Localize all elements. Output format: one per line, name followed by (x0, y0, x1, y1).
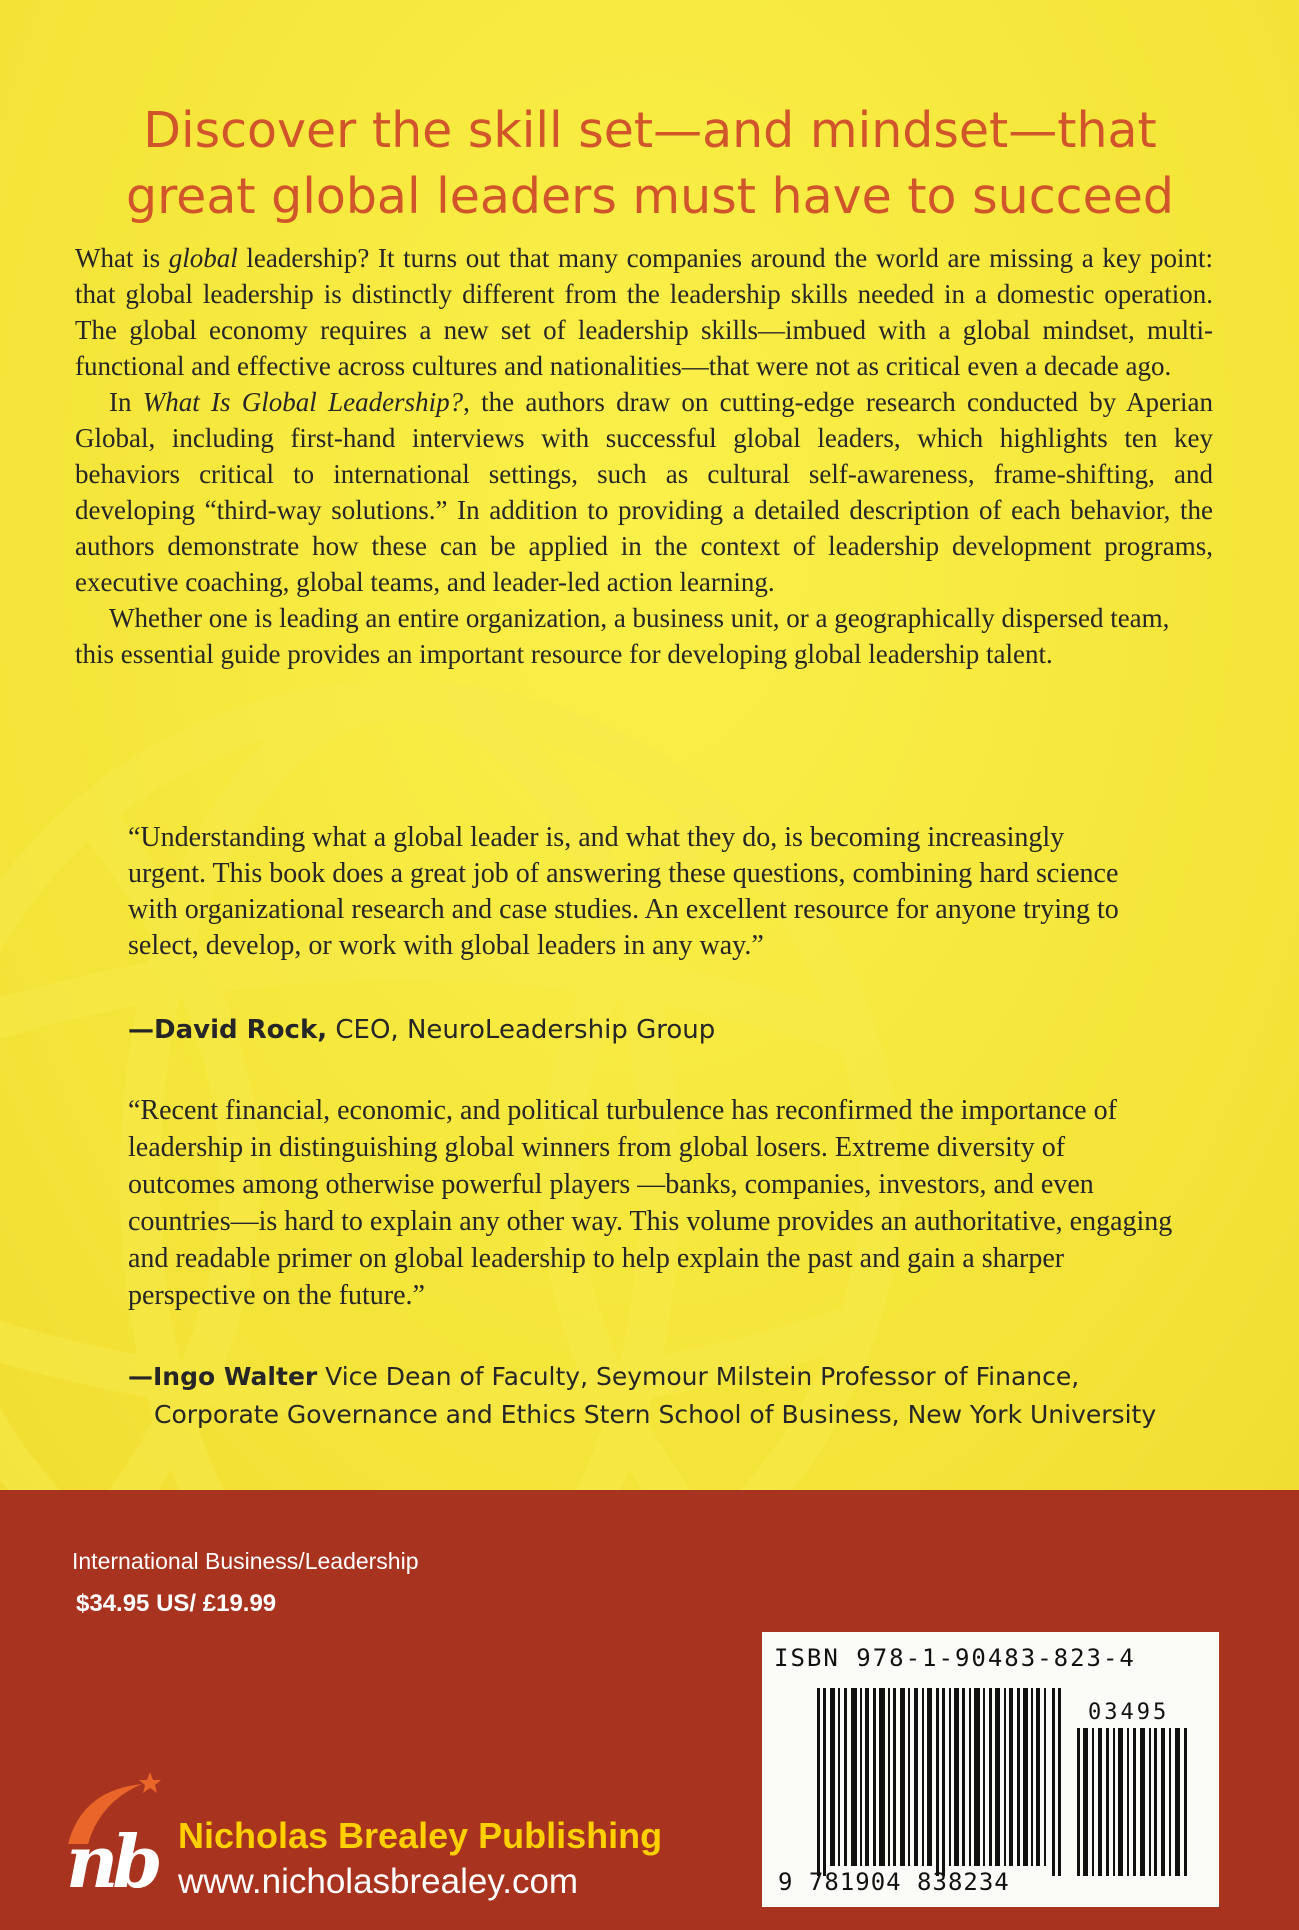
category-label: International Business/Leadership (72, 1548, 419, 1574)
text-span: leadership? It turns out that many companies around the world are missing a key point: that global leadership is distinctly different from the leadership skills needed in a domestic operation. The global economy requires a new set of leadership skills—imbued with a global mindset, multi-functional and effective across cultures and nationalities—that were not as critical even a decade ago. (75, 243, 1213, 381)
text-span: What is (75, 243, 169, 273)
headline-line-1: Discover the skill set—and mindset—that (143, 102, 1157, 159)
description-paragraph-1 (75, 240, 1213, 384)
attribution-name: —David Rock, (128, 1015, 328, 1045)
testimonial-attribution-1 (128, 1015, 1228, 1045)
attribution-role-line-2: Corporate Governance and Ethics Stern School of Business, New York University (154, 1400, 1157, 1429)
attribution-name: —Ingo Walter (128, 1362, 318, 1391)
testimonial-attribution-2 (128, 1358, 1268, 1434)
publisher-logo: nb (66, 1819, 157, 1904)
isbn-number: ISBN 978-1-90483-823-4 (774, 1644, 1136, 1672)
emphasis-global: global (168, 243, 238, 273)
price-label: $34.95 US/ £19.99 (76, 1590, 277, 1617)
testimonial-quote-2: “Recent financial, economic, and political turbulence has reconfirmed the importance of leadership in distinguishing global winners from global losers. Extreme diversity of outcomes among otherwise powerful players —banks, companies, investors, and even countries—is hard to explain any other way. This volume provides an authoritative, engaging and readable primer on global leadership to help explain the past and gain a sharper perspective on the future.” (128, 1095, 1173, 1311)
headline-line-2: great global leaders must have to succeed (126, 168, 1174, 225)
addon-barcode-bars-icon (1077, 1728, 1197, 1876)
description (75, 240, 1213, 672)
barcode-bars-icon (817, 1688, 1067, 1876)
attribution-role: CEO, NeuroLeadership Group (327, 1015, 716, 1045)
publisher-website[interactable]: www.nicholasbrealey.com (178, 1862, 579, 1901)
headline (60, 98, 1240, 230)
barcode-digits: 9 781904 838234 (778, 1868, 1010, 1896)
text-span: , the authors draw on cutting-edge research conducted by Aperian Global, including first-hand interviews with successful global leaders, which highlights ten key behaviors critical to international settings, such as cultural self-awareness, frame-shifting, and developing “third-way solutions.” In addition to providing a detailed description of each behavior, the authors demonstrate how these can be applied in the context of leadership development programs, executive coaching, global teams, and leader-led action learning. (75, 387, 1213, 597)
text-span: In (109, 387, 143, 417)
publisher-name: Nicholas Brealey Publishing (178, 1815, 663, 1856)
isbn-barcode (762, 1632, 1219, 1907)
attribution-role: Vice Dean of Faculty, Seymour Milstein Professor of Finance, (317, 1362, 1080, 1391)
description-paragraph-3: Whether one is leading an entire organization, a business unit, or a geographically dispersed team, this essential guide provides an important resource for developing global leadership talent. (75, 603, 1170, 669)
testimonial-quote-1: “Understanding what a global leader is, and what they do, is becoming increasingly urgent. This book does a great job of answering these questions, combining hard science with organizational research and case studies. An excellent resource for anyone trying to select, develop, or work with global leaders in any way.” (128, 822, 1119, 961)
price-addon-digits: 03495 (1088, 1700, 1170, 1725)
book-title: What Is Global Leadership? (142, 387, 464, 417)
description-paragraph-2 (75, 384, 1213, 600)
